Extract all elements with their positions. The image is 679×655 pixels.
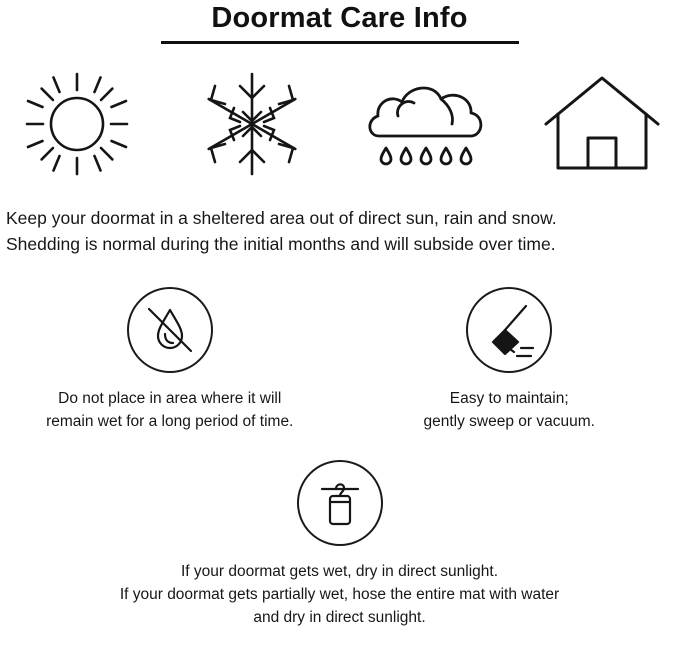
rain-cloud-icon <box>357 64 497 184</box>
intro-paragraph <box>6 206 673 257</box>
title-underline <box>161 41 519 44</box>
sun-icon <box>7 64 147 184</box>
care-item-sweep-caption <box>424 387 595 434</box>
house-icon <box>532 64 672 184</box>
sweep-caption-line-2: gently sweep or vacuum. <box>423 413 595 431</box>
care-item-no-water <box>0 287 340 434</box>
dry-caption-line-1: If your doormat gets wet, dry in direct sunlight. <box>180 562 499 580</box>
intro-line-1: Keep your doormat in a sheltered area out of direct sun, rain and snow. <box>6 208 557 229</box>
page-header <box>0 0 679 44</box>
care-item-no-water-caption <box>46 387 293 434</box>
dry-caption-line-3: and dry in direct sunlight. <box>253 609 426 627</box>
page-title: Doormat Care Info <box>211 2 468 34</box>
care-item-dry-caption <box>120 560 559 630</box>
broom-sweep-icon <box>466 287 552 373</box>
sweep-caption-line-1: Easy to maintain; <box>449 390 569 408</box>
care-caption-line-1: Do not place in area where it will <box>58 390 282 408</box>
hang-dry-icon <box>297 460 383 546</box>
care-items-row <box>0 287 679 434</box>
snowflake-icon <box>182 64 322 184</box>
care-item-dry <box>0 460 679 630</box>
no-water-icon <box>127 287 213 373</box>
care-item-sweep <box>340 287 679 434</box>
dry-caption-line-2: If your doormat gets partially wet, hose the entire mat with water <box>119 585 560 603</box>
weather-icon-row <box>0 62 679 184</box>
care-caption-line-2: remain wet for a long period of time. <box>46 413 294 431</box>
intro-line-2: Shedding is normal during the initial months and will subside over time. <box>6 233 556 254</box>
